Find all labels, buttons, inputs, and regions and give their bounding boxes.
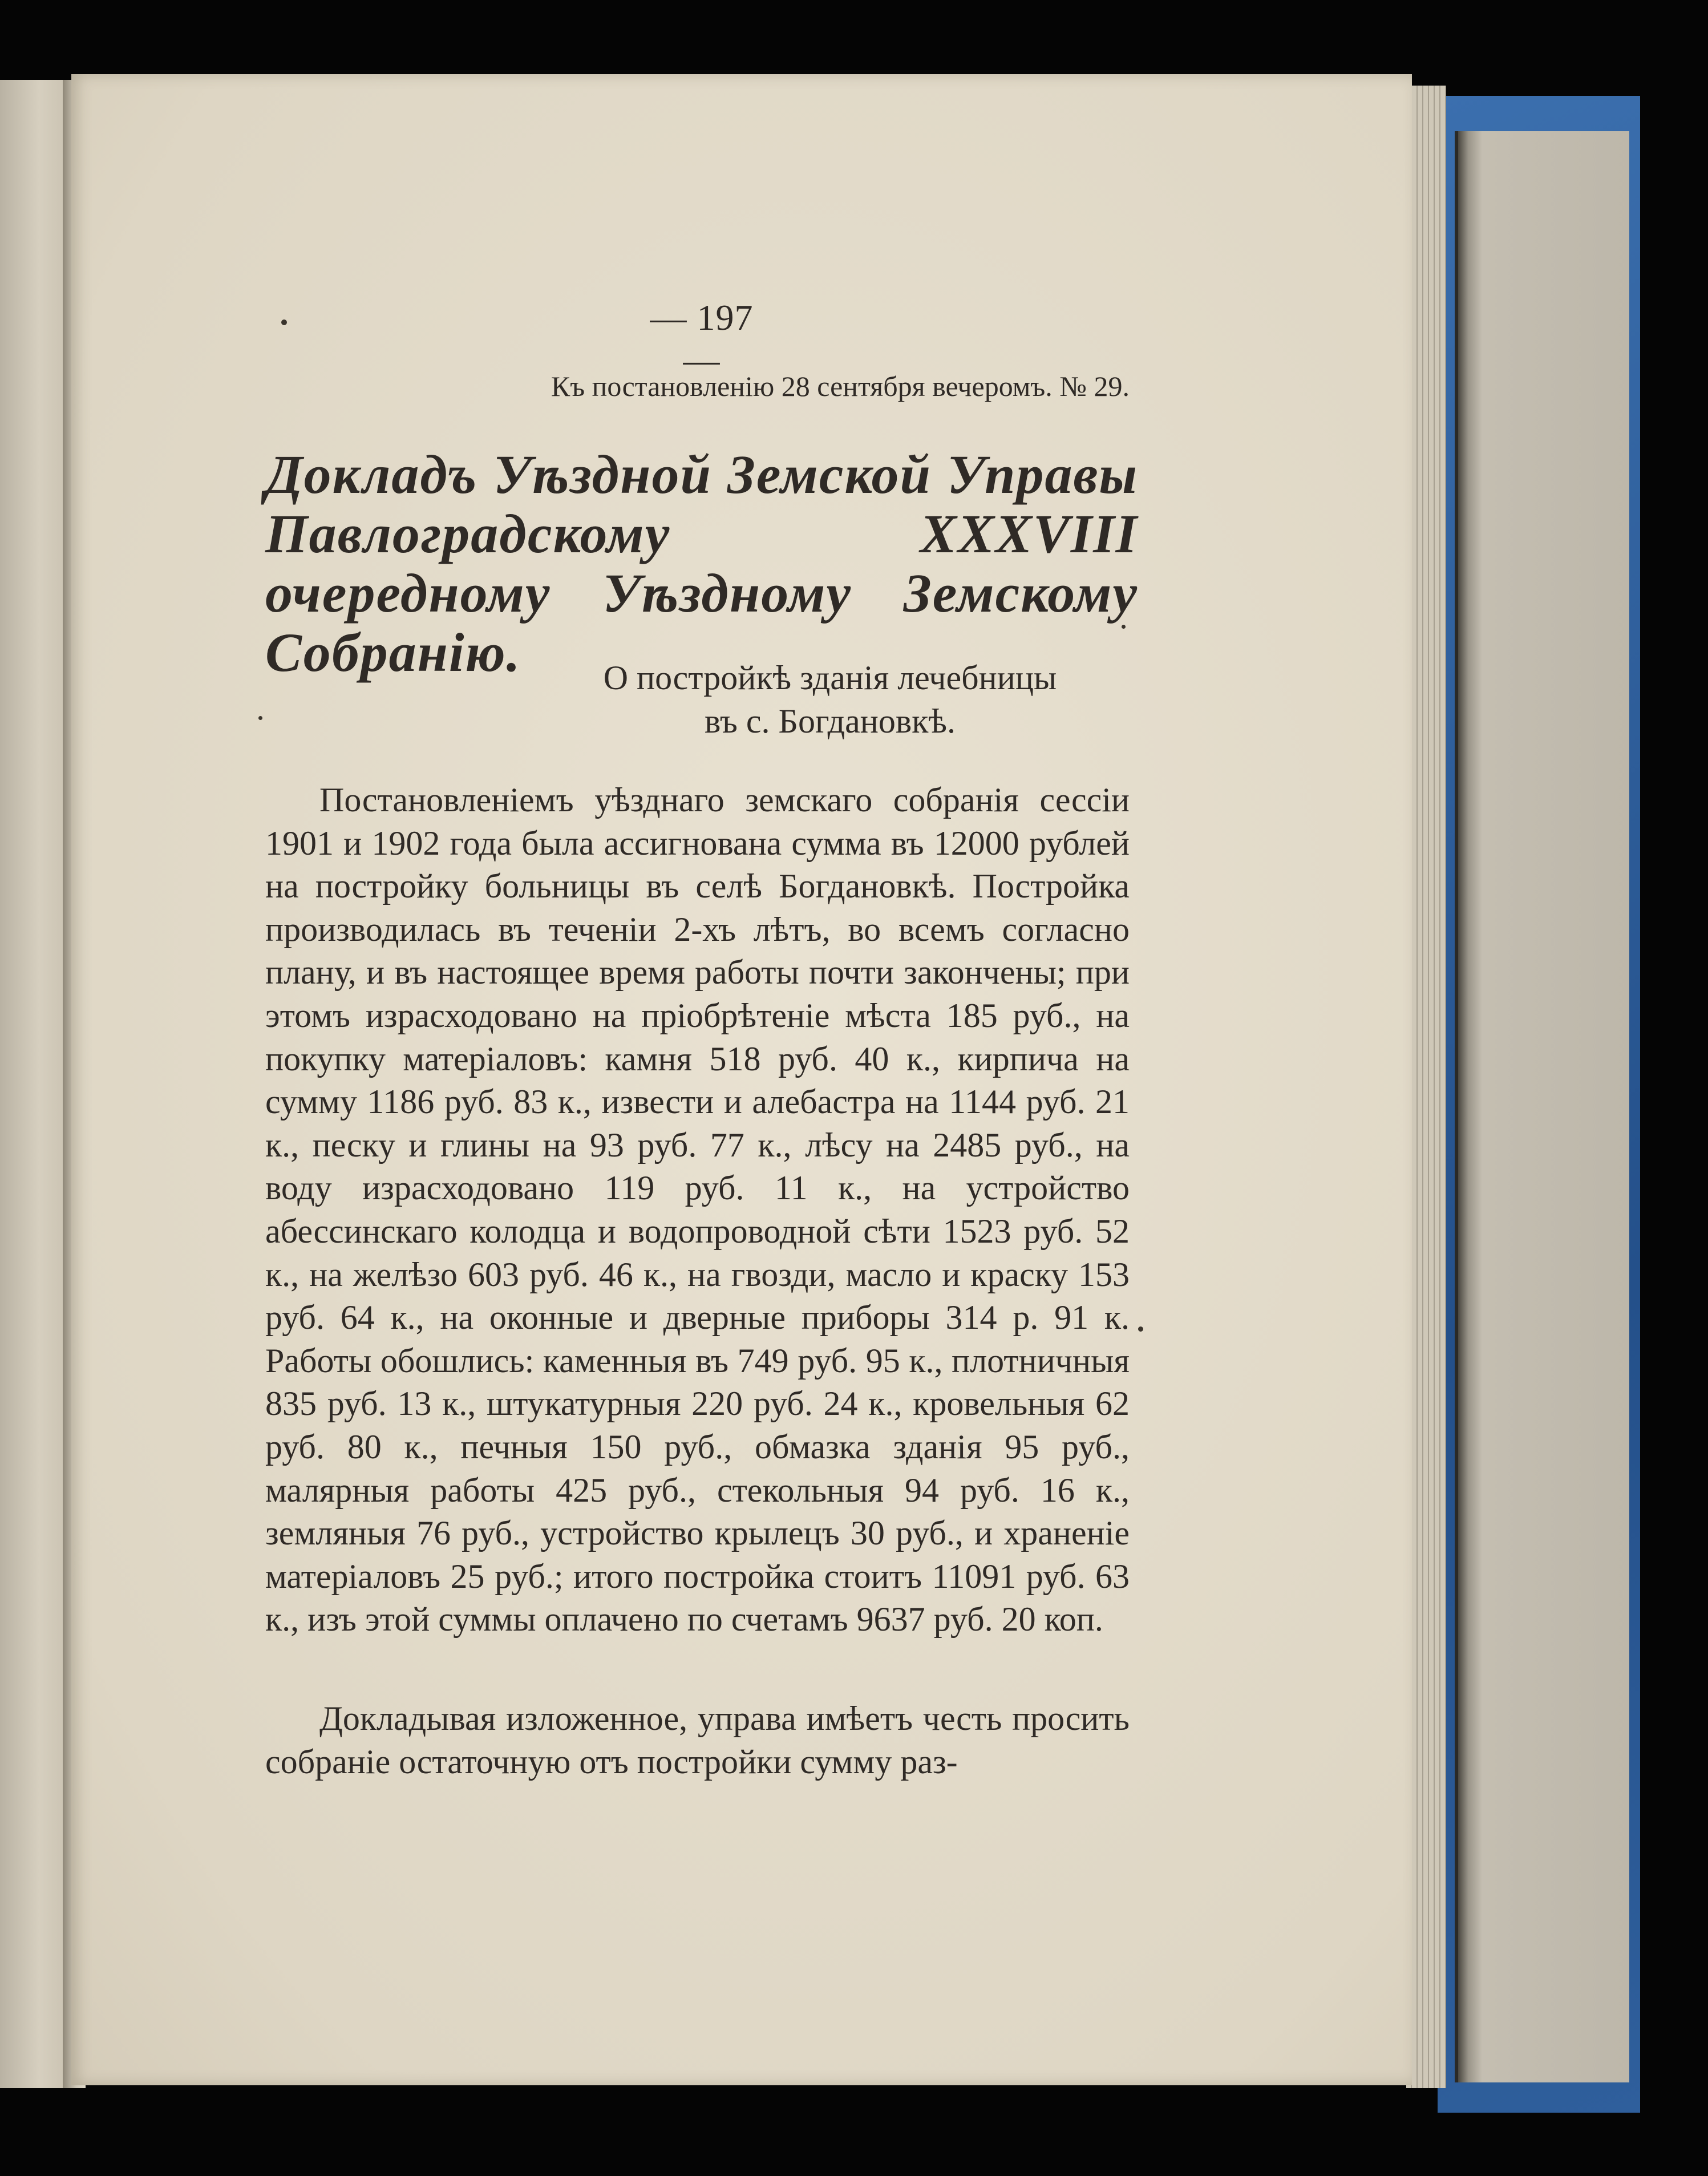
paper-speck (1138, 1326, 1143, 1332)
subtitle-line-2: въ с. Богдановкѣ. (705, 702, 956, 740)
reference-line: Къ постановленію 28 сентября вечеромъ. № 29. (551, 370, 1130, 402)
document-title: Докладъ Уѣздной Земской Управы Павлоградскому XXXVIII очередному Уѣздному Земскому Собранію. (265, 444, 1138, 683)
page-stack (1455, 131, 1629, 2082)
body-paragraph-1: Постановленіемъ уѣзднаго земскаго собранія сессіи 1901 и 1902 года была ассигнована сумма въ 12000 рублей на постройку больницы въ селѣ Богдановкѣ. Постройка производилась въ теченіи 2-хъ лѣтъ, во всемъ согласно плану, и въ настоящее время работы почти закончены; при этомъ израсходовано на пріобрѣтеніе мѣста 185 руб., на покупку матеріаловъ: камня 518 руб. 40 к., кирпича на сумму 1186 руб. 83 к., извести и алебастра на 1144 руб. 21 к., песку и глины на 93 руб. 77 к., лѣсу на 2485 руб., на воду израсходовано 119 руб. 11 к., на устройство абессинскаго колодца и водопроводной сѣти 1523 руб. 52 к., на желѣзо 603 руб. 46 к., на гвозди, масло и краску 153 руб. 64 к., на оконные и дверные приборы 314 р. 91 к. Работы обошлись: каменныя въ 749 руб. 95 к., плотничныя 835 руб. 13 к., штукатурныя 220 руб. 24 к., кровельныя 62 руб. 80 к., печныя 150 руб., обмазка зданія 95 руб., малярныя работы 425 руб., стекольныя 94 руб. 16 к., земляныя 76 руб., устройство крылецъ 30 руб., и храненіе матеріаловъ 25 руб.; итого постройка стоитъ 11091 руб. 63 к., изъ этой суммы оплачено по счетамъ 9637 руб. 20 коп. (265, 781, 1130, 1639)
subtitle-line-1: О постройкѣ зданія лечебницы (603, 659, 1057, 697)
paper-speck (1122, 625, 1126, 629)
paper-speck (281, 319, 287, 325)
page-number: — 197 — (650, 297, 754, 380)
paper-speck (258, 716, 262, 720)
page-edges (1406, 86, 1446, 2088)
body-paragraph-2: Докладывая изложенное, управа имѣетъ честь просить собраніе остаточную отъ постройки сумму раз- (265, 1700, 1130, 1781)
document-subtitle (531, 656, 1130, 743)
left-page-edge (0, 80, 71, 2088)
